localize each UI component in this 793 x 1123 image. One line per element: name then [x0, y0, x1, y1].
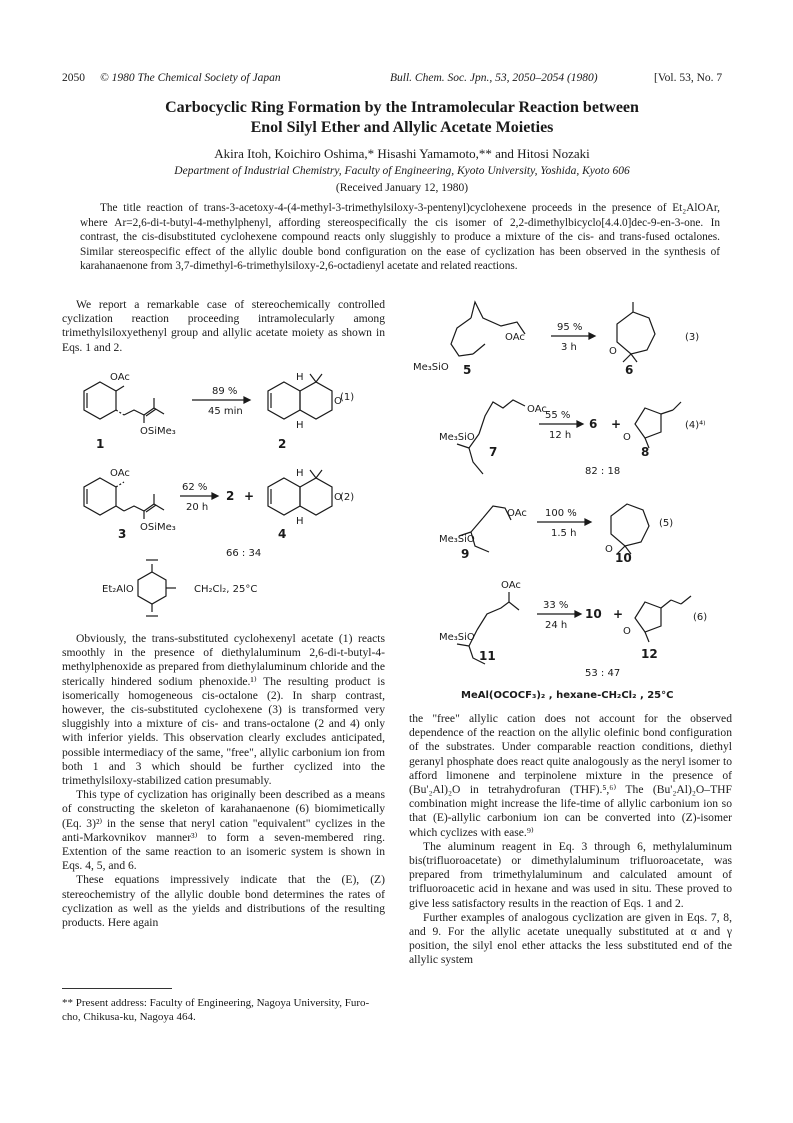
eq4-o-label: O [623, 432, 631, 443]
eq3-o-label: O [609, 346, 617, 357]
eq3-yield: 95 % [557, 322, 583, 333]
affiliation: Department of Industrial Chemistry, Faculty of Engineering, Kyoto University, Yoshida, Kyoto 606 [174, 165, 630, 177]
eq5-o-label: O [605, 544, 613, 555]
eq4-time: 12 h [549, 430, 572, 441]
eq4-yield: 55 % [545, 410, 571, 421]
eq4-ratio: 82 : 18 [585, 466, 621, 477]
compound-2: 2 [278, 437, 287, 451]
compound-4: 4 [278, 527, 287, 541]
eq1-yield: 89 % [212, 386, 238, 397]
paragraph-further-examples: Further examples of analogous cyclization are given in Eqs. 7, 8, and 9. For the allylic acetate unequally substituted at α and γ position, the silyl enol ether attacks the less substituted end of the allylic system [409, 910, 732, 967]
eq2-plus: + [244, 489, 255, 503]
eq2-h-top: H [296, 468, 304, 479]
footnote-rule [62, 988, 172, 989]
eq5-time: 1.5 h [551, 528, 577, 539]
eq4-osi-label: Me₃SiO [439, 432, 475, 443]
scheme-eq3-eq6 [409, 296, 732, 706]
compound-12: 12 [641, 647, 658, 661]
title-line-2: Enol Silyl Ether and Allylic Acetate Moieties [250, 119, 554, 136]
reagent-right: MeAl(OCOCF₃)₂ , hexane-CH₂Cl₂ , 25°C [461, 690, 674, 701]
eq3-number: (3) [685, 332, 700, 343]
compound-1: 1 [96, 437, 105, 451]
eq2-osi-label: OSiMe₃ [140, 522, 176, 533]
eq1-o-label: O [334, 396, 342, 407]
intro-text: We report a remarkable case of stereochemically controlled cyclization reaction proceeding intramolecularly among trimethylsiloxyethenyl group and allylic acetate moiety as shown in Eqs. 1 and 2. [62, 298, 385, 354]
scheme-eq1-eq2 [62, 366, 385, 618]
eq2-time: 20 h [186, 502, 209, 513]
eq5-yield: 100 % [545, 508, 577, 519]
intro-paragraph [62, 298, 385, 355]
compound-10: 10 [615, 551, 632, 565]
eq2-product-ref: 2 [226, 489, 235, 503]
paragraph-obviously: Obviously, the trans-substituted cyclohexenyl acetate (1) reacts smoothly in the presence of diethylaluminum 2,6-di-t-butyl-4-methylphenoxide as prepared from diethylaluminum chloride and the sterically hindered sodium phenoxide.¹⁾ The resulting product is isomerically homogeneous cis-octalone (2). In sharp contrast, however, the cis-substituted cyclohexene (3) is transformed very sluggishly into a mixture of cis- and trans-octalone (2 and 4) only with inferior yields. This observation clearly excludes anticipated, possible intermediacy of the same, "free", allylic carbonium ion from both 1 and 3 which should be further cyclized into the trimethylsiloxy-stabilized cation presumably. [62, 632, 385, 788]
paragraph-equations: These equations impressively indicate that the (E), (Z) stereochemistry of the allylic double bond determines the rates of cyclization as well as the yields and distributions of the resulting products. Here again [62, 873, 385, 930]
eq6-time: 24 h [545, 620, 568, 631]
eq5-osi-label: Me₃SiO [439, 534, 475, 545]
title-line-1: Carbocyclic Ring Formation by the Intramolecular Reaction between [165, 99, 639, 116]
paragraph-aluminum-reagent: The aluminum reagent in Eq. 3 through 6, methylaluminum bis(trifluoroacetate) or dimethylaluminum trifluoroacetate, was prepared from trimethylaluminum and calculated amount of trifluoroacetic acid in hexane and was used in situ. These proved to give less satisfactory results in the reaction of Eqs. 1 and 2. [409, 839, 732, 910]
right-body [409, 712, 732, 968]
eq3-time: 3 h [561, 342, 577, 353]
abstract: The title reaction of trans-3-acetoxy-4-(4-methyl-3-trimethylsiloxy-3-pentenyl)cyclohexene proceeds in the presence of Et₂AlOAr, where Ar=2,6-di-t-butyl-4-methylphenyl, affording stereospecifically the cis isomer of 2,2-dimethylbicyclo[4.4.0]dec-9-en-3-one. In contrast, the cis-disubstituted cyclohexene compound reacts only sluggishly to produce a mixture of the cis- and trans-fused octalones. Similar stereospecific effect of the allylic double bond configuration on the ease of cyclization has been observed in the synthesis of karahanaenone from 3,7-dimethyl-6-trimethylsiloxy-2,6-octadienyl acetate and related reactions. [80, 202, 720, 273]
eq4-plus: + [611, 417, 622, 431]
compound-6: 6 [625, 363, 634, 377]
journal-citation: Bull. Chem. Soc. Jpn., 53, 2050–2054 (1980) [390, 72, 598, 84]
reagent-conditions: CH₂Cl₂, 25°C [194, 584, 258, 595]
compound-8: 8 [641, 445, 650, 459]
reagent-al: Et₂AlO [102, 584, 134, 595]
compound-3: 3 [118, 527, 127, 541]
paragraph-cyclization-type: This type of cyclization has originally been described as a means of constructing the skeleton of karahanaenone (6) biomimetically (Eq. 3)²⁾ in the sense that neryl cation "equivalent" cyclizes in the anti-Markovnikov manner³⁾ to form a seven-membered ring. Extention of the same reaction to an isomeric system is shown in Eqs. 4, 5, and 6. [62, 788, 385, 873]
compound-5: 5 [463, 363, 472, 377]
eq6-ratio: 53 : 47 [585, 668, 621, 679]
eq6-oac-label: OAc [501, 580, 521, 591]
volume-info: [Vol. 53, No. 7 [654, 72, 723, 84]
left-body [62, 632, 385, 930]
eq2-h-bottom: H [296, 516, 304, 527]
page-number: 2050 [62, 72, 85, 84]
eq4-oac-label: OAc [527, 404, 547, 415]
eq1-osi-label: OSiMe₃ [140, 426, 176, 437]
eq1-oac-label: OAc [110, 372, 130, 383]
eq1-time: 45 min [208, 406, 243, 417]
eq6-plus: + [613, 607, 624, 621]
eq6-osi-label: Me₃SiO [439, 632, 475, 643]
eq5-number: (5) [659, 518, 674, 529]
eq1-h-top: H [296, 372, 304, 383]
eq6-o-label: O [623, 626, 631, 637]
compound-11: 11 [479, 649, 496, 663]
eq1-h-bottom: H [296, 420, 304, 431]
eq6-product-ref: 10 [585, 607, 602, 621]
eq6-number: (6) [693, 612, 708, 623]
received-date: (Received January 12, 1980) [335, 182, 469, 194]
eq4-product-ref: 6 [589, 417, 598, 431]
eq4-number: (4)⁴⁾ [685, 420, 706, 431]
footnote: ** Present address: Faculty of Engineering, Nagoya University, Furo-cho, Chikusa-ku, Nagoya 464. [62, 997, 370, 1023]
compound-7: 7 [489, 445, 498, 459]
eq2-yield: 62 % [182, 482, 208, 493]
eq2-o-label: O [334, 492, 342, 503]
eq3-osi-label: Me₃SiO [413, 362, 449, 373]
eq2-oac-label: OAc [110, 468, 130, 479]
eq6-yield: 33 % [543, 600, 569, 611]
eq2-ratio: 66 : 34 [226, 548, 262, 559]
authors: Akira Itoh, Koichiro Oshima,* Hisashi Yamamoto,** and Hitosi Nozaki [214, 146, 590, 161]
paragraph-free-cation: the "free" allylic cation does not account for the observed dependence of the reaction on the allylic olefinic bond configuration of the substrates. Under comparable reaction conditions, diethyl geranyl phosphate does react quite analogously as the neryl isomer to afford limonene and terpinolene mixture in the presence of (Bu'₂Al)₂O in tetrahydrofuran (THF).⁵,⁶⁾ The (Bu'₂Al)₂O–THF combination might increase the life-time of allylic carbonium ion so that (E)-allylic carbonium ion can be converted into (Z)-isomer which cyclizes with ease.⁹⁾ [409, 712, 732, 839]
eq1-number: (1) [340, 392, 355, 403]
eq3-oac-label: OAc [505, 332, 525, 343]
compound-9: 9 [461, 547, 470, 561]
eq5-oac-label: OAc [507, 508, 527, 519]
copyright: © 1980 The Chemical Society of Japan [100, 72, 281, 84]
eq2-number: (2) [340, 492, 355, 503]
paper-title [62, 98, 742, 138]
